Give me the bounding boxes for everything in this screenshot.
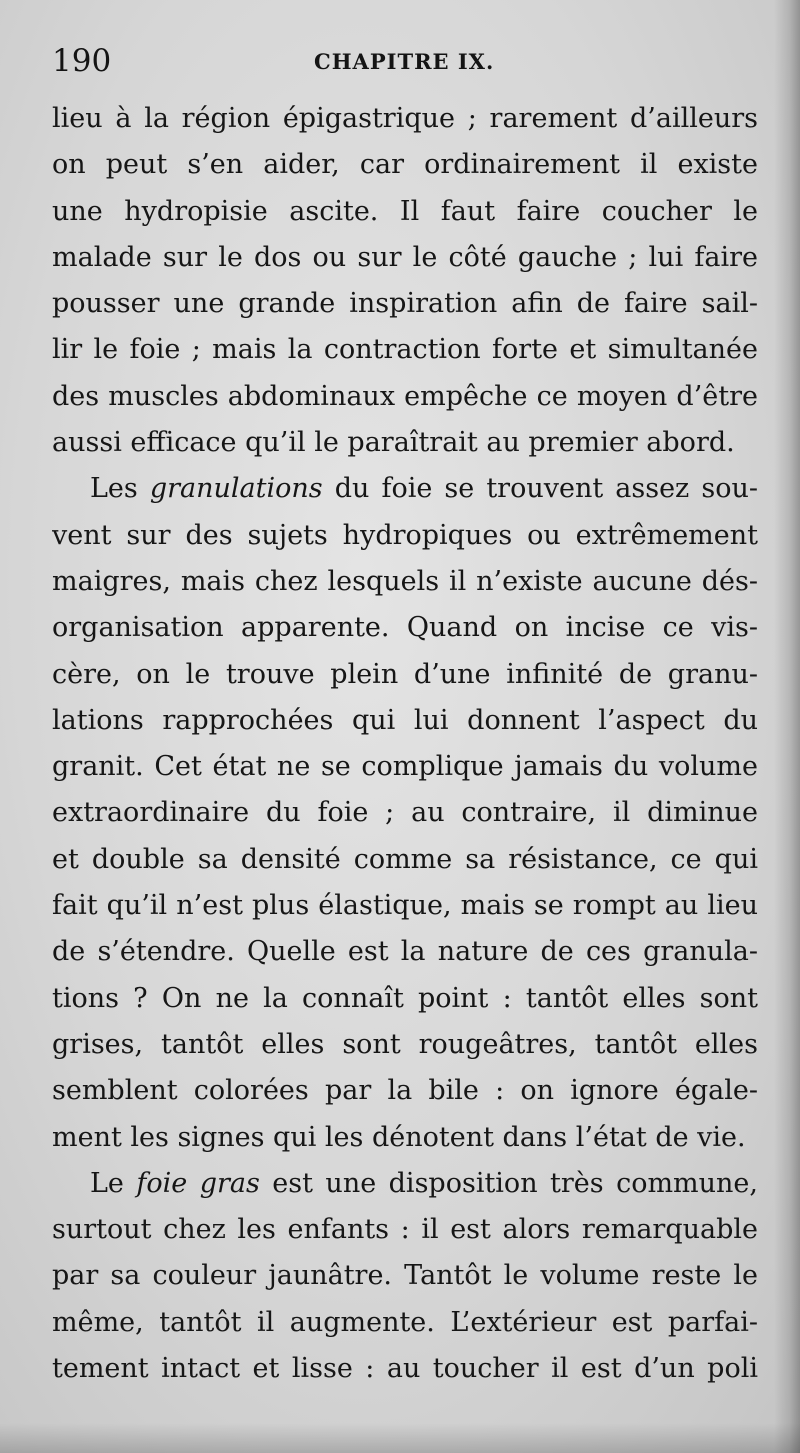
page-number: 190 [52, 43, 112, 79]
text-line: cère, on le trouve plein d’une infinité de granu- [52, 658, 758, 690]
text-line: maigres, mais chez lesquels il n’existe aucune dés- [52, 565, 758, 597]
text-line: semblent colorées par la bile : on ignore égale- [52, 1075, 758, 1107]
text-line: tement intact et lisse : au toucher il est d’un poli [52, 1353, 758, 1385]
text-line: et double sa densité comme sa résistance, ce qui [52, 843, 758, 875]
page-header [52, 44, 758, 84]
term-granulations: granulations [149, 473, 323, 505]
text-line: lir le foie ; mais la contraction forte et simultanée [52, 334, 758, 366]
term-foie-gras: foie gras [136, 1167, 260, 1199]
text-line: organisation apparente. Quand on incise ce vis- [52, 612, 758, 644]
text-line: une hydropisie ascite. Il faut faire coucher le [52, 195, 758, 227]
text-line: ment les signes qui les dénotent dans l’état de vie. [52, 1121, 746, 1153]
text-line: lations rapprochées qui lui donnent l’aspect du [52, 704, 758, 736]
text-line: de s’étendre. Quelle est la nature de ces granula- [52, 936, 758, 968]
text-line: on peut s’en aider, car ordinairement il existe [52, 149, 758, 181]
text-line: malade sur le dos ou sur le côté gauche ; lui faire [52, 241, 758, 273]
text-line: tions ? On ne la connaît point : tantôt elles sont [52, 982, 758, 1014]
text-line: même, tantôt il augmente. L’extérieur est parfai- [52, 1306, 758, 1338]
text-line: des muscles abdominaux empêche ce moyen d’être [52, 380, 758, 412]
text-line: vent sur des sujets hydropiques ou extrêmement [52, 519, 758, 551]
text-line: granit. Cet état ne se complique jamais du volume [52, 751, 758, 783]
text-line: extraordinaire du foie ; au contraire, il diminue [52, 797, 758, 829]
text-line: pousser une grande inspiration afin de faire sail- [52, 288, 758, 320]
text-line: aussi efficace qu’il le paraîtrait au premier abord. [52, 427, 735, 459]
text-line: lieu à la région épigastrique ; rarement d’ailleurs [52, 103, 758, 134]
body-text [52, 96, 758, 1392]
text-line: grises, tantôt elles sont rougeâtres, tantôt elles [52, 1028, 758, 1060]
paragraph-start-foie-gras: Le foie gras est une disposition très commune, [90, 1167, 758, 1199]
text-line: fait qu’il n’est plus élastique, mais se rompt au lieu [52, 890, 758, 922]
page-bottom-shadow [0, 1423, 800, 1453]
running-head: CHAPITRE IX. [314, 49, 495, 74]
text-line: par sa couleur jaunâtre. Tantôt le volume reste le [52, 1260, 758, 1292]
page-edge-shadow [774, 0, 800, 1453]
paragraph-start-granulations: Les granulations du foie se trouvent assez sou- [90, 473, 758, 505]
text-line: surtout chez les enfants : il est alors remarquable [52, 1214, 758, 1246]
